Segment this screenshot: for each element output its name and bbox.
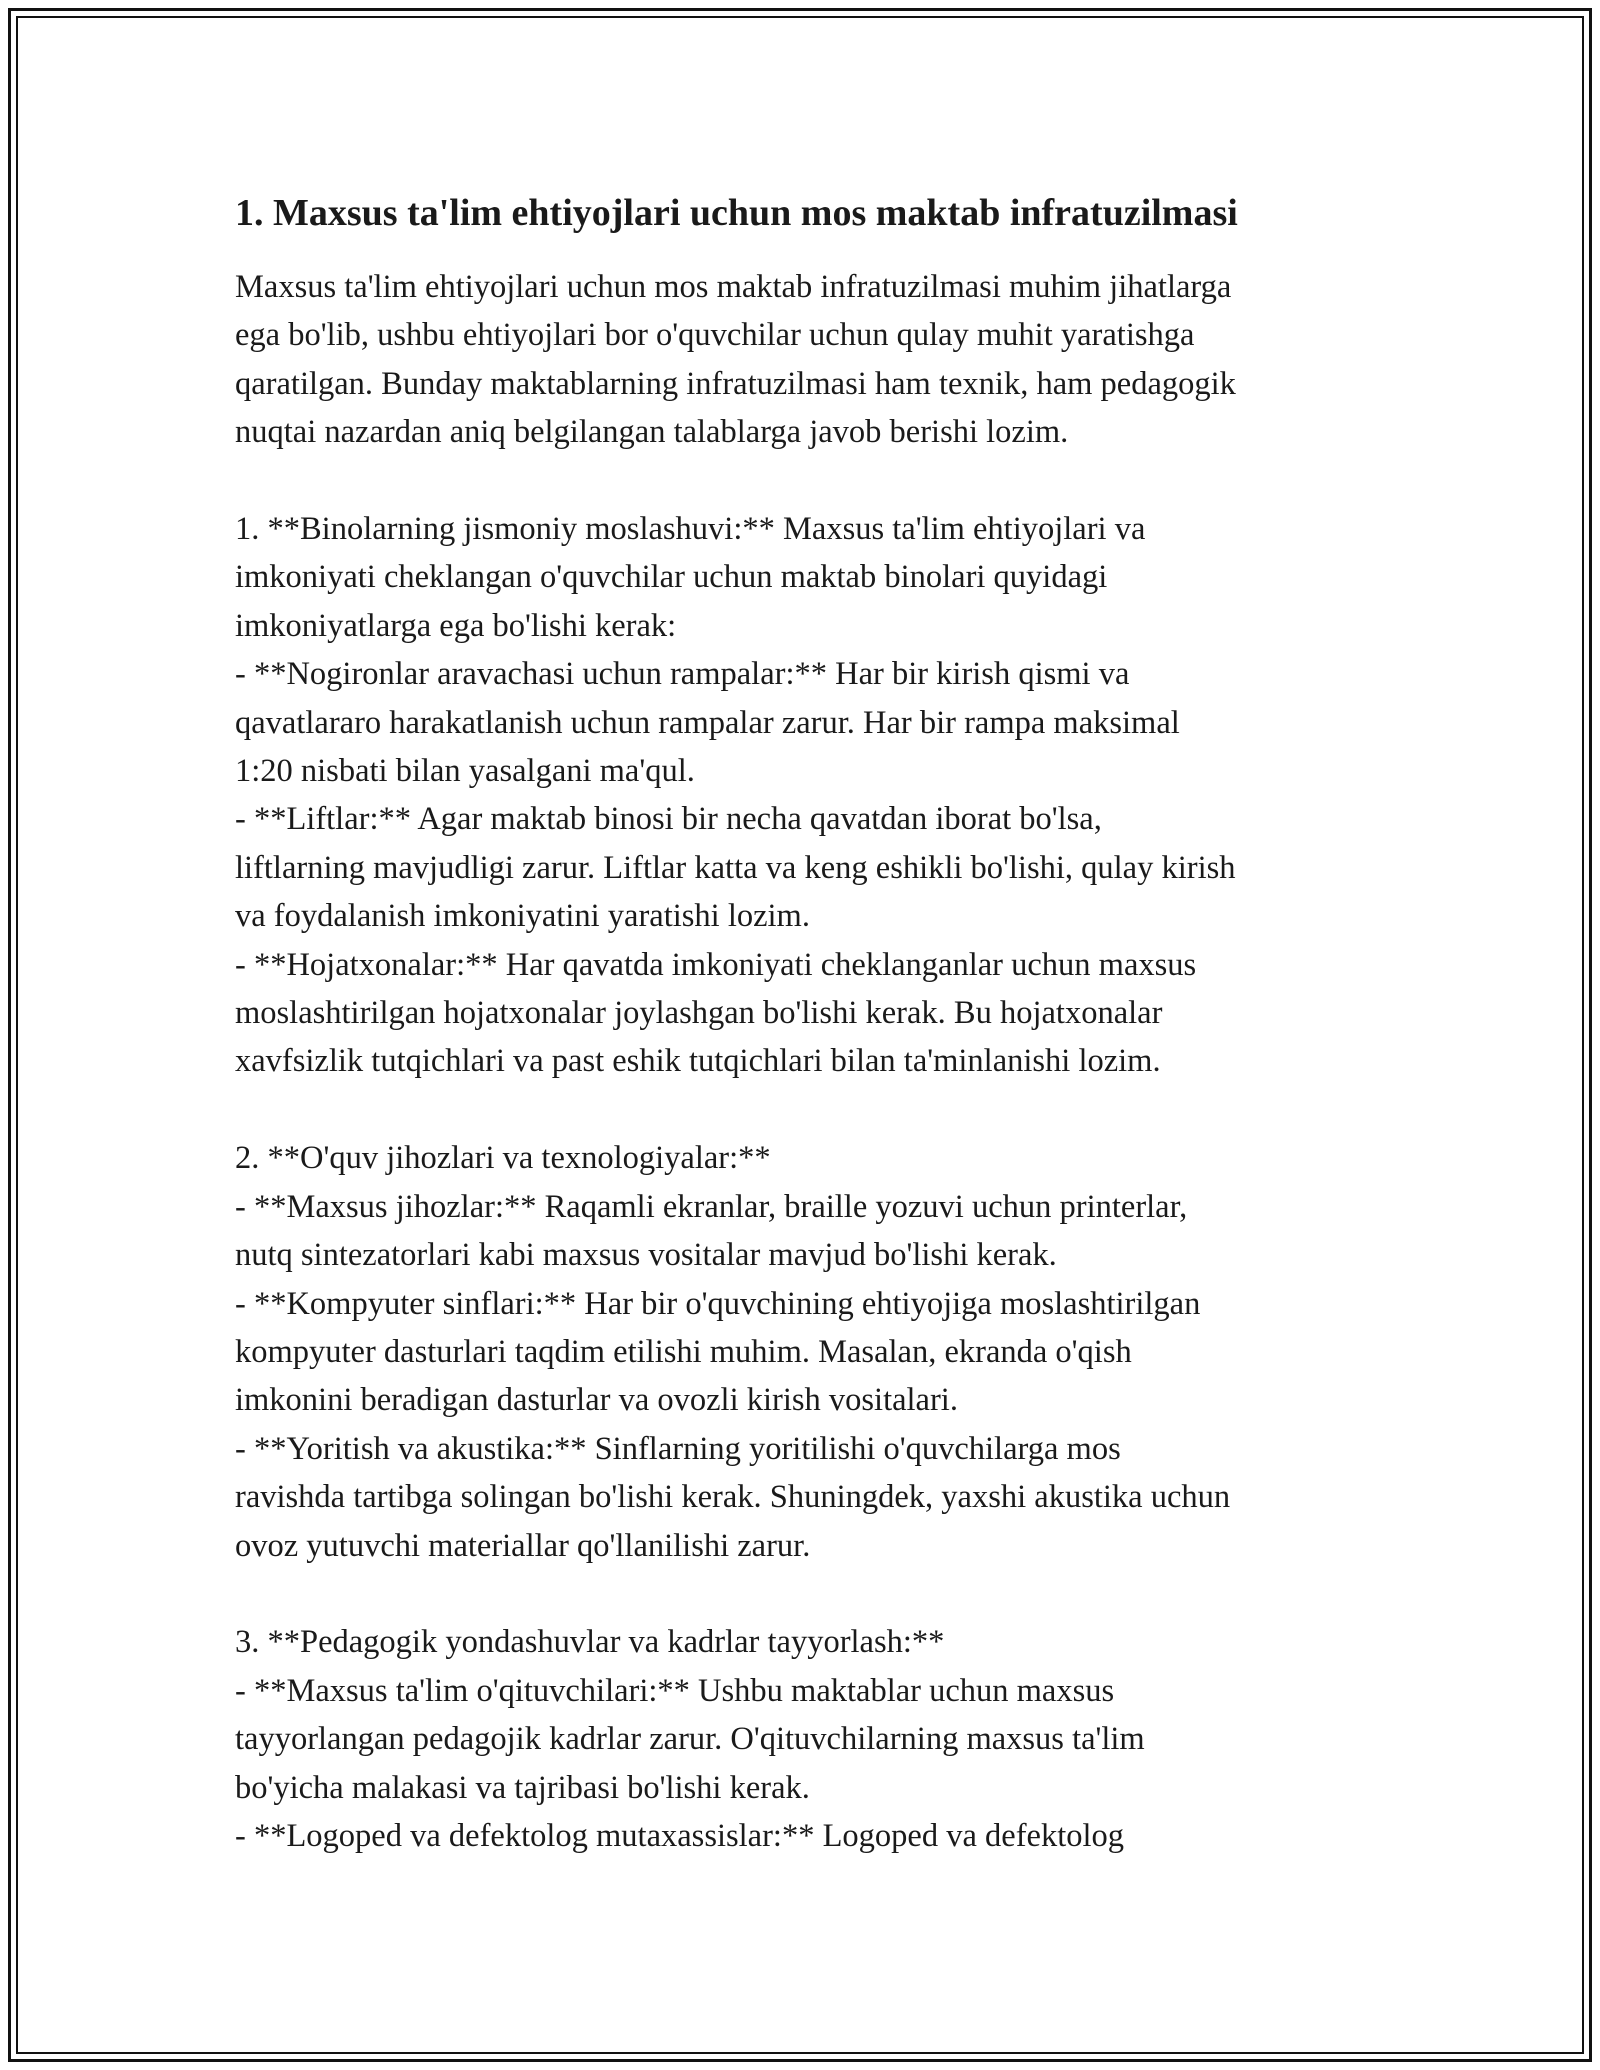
list-item: - **Kompyuter sinflari:** Har bir o'quvchining ehtiyojiga moslashtirilgan kompyuter dasturlari taqdim etilishi muhim. Masalan, ekranda o'qish imkonini beradigan dasturlar va ovozli kirish vositalari. — [235, 1285, 1201, 1419]
list-item: - **Yoritish va akustika:** Sinflarning yoritilishi o'quvchilarga mos ravishda tartibga solingan bo'lishi kerak. Shuningdek, yaxshi akustika uchun ovoz yutuvchi materiallar qo'llanilishi zarur. — [235, 1430, 1231, 1564]
section-heading: 2. **O'quv jihozlari va texnologiyalar:** — [235, 1140, 771, 1177]
list-item: - **Maxsus ta'lim o'qituvchilari:** Ushbu maktablar uchun maxsus tayyorlangan pedagojik kadrlar zarur. O'qituvchilarning maxsus ta'lim bo'yicha malakasi va tajribasi bo'lishi kerak. — [235, 1672, 1145, 1806]
section-heading: 1. **Binolarning jismoniy moslashuvi:** Maxsus ta'lim ehtiyojlari va imkoniyati cheklangan o'quvchilar uchun maktab binolari quyidagi imkoniyatlarga ega bo'lishi kerak: — [235, 511, 1146, 644]
list-item: - **Hojatxonalar:** Har qavatda imkoniyati cheklanganlar uchun maxsus moslashtirilgan hojatxonalar joylashgan bo'lishi kerak. Bu hojatxonalar xavfsizlik tutqichlari va past eshik tutqichlari bilan ta'minlanishi lozim. — [235, 946, 1197, 1080]
intro-paragraph: Maxsus ta'lim ehtiyojlari uchun mos maktab infratuzilmasi muhim jihatlarga ega bo'lib, ushbu ehtiyojlari bor o'quvchilar uchun qulay muhit yaratishga qaratilgan. Bunday maktablarning infratuzilmasi ham texnik, ham pedagogik nuqtai nazardan aniq belgilangan talablarga javob berishi lozim. — [235, 269, 1236, 451]
list-item: - **Liftlar:** Agar maktab binosi bir necha qavatdan iborat bo'lsa, liftlarning mavjudligi zarur. Liftlar katta va keng eshikli bo'lishi, qulay kirish va foydalanish imkoniyatini yaratishi lozim. — [235, 801, 1236, 935]
document-body — [235, 185, 1395, 1860]
list-item: - **Logoped va defektolog mutaxassislar:** Logoped va defektolog — [235, 1817, 1125, 1854]
section-equipment-technology — [235, 1134, 1395, 1570]
section-building-adaptation — [235, 505, 1395, 1086]
section-pedagogy-staff — [235, 1618, 1395, 1860]
list-item: - **Maxsus jihozlar:** Raqamli ekranlar, braille yozuvi uchun printerlar, nutq sintezatorlari kabi maxsus vositalar mavjud bo'lishi kerak. — [235, 1188, 1188, 1274]
section-heading: 3. **Pedagogik yondashuvlar va kadrlar tayyorlash:** — [235, 1624, 945, 1661]
list-item: - **Nogironlar aravachasi uchun rampalar:** Har bir kirish qismi va qavatlararo harakatlanish uchun rampalar zarur. Har bir rampa maksimal 1:20 nisbati bilan yasalgani ma'qul. — [235, 656, 1180, 790]
page-title: 1. Maxsus ta'lim ehtiyojlari uchun mos maktab infratuzilmasi — [235, 192, 1238, 234]
